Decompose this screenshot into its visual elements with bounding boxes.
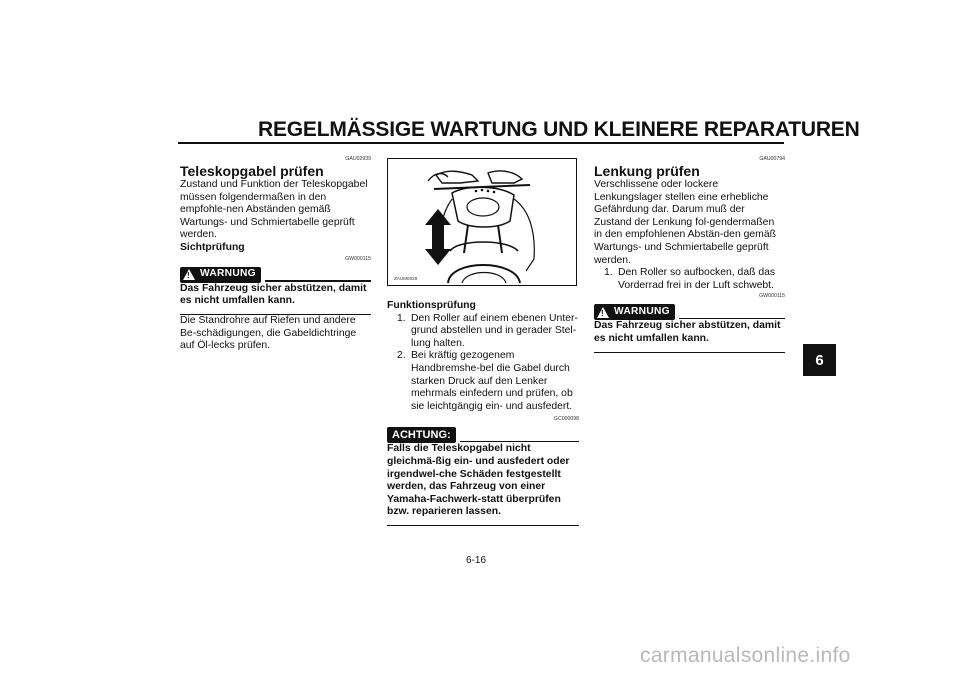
double-arrow-icon [425,209,451,265]
warning-triangle-icon: ! [183,269,195,280]
warning-rule [679,318,785,320]
steps-list [594,267,785,292]
warning-text: Das Fahrzeug sicher abstützen, damit es nicht umfallen kann. [180,282,367,307]
caution-text: Falls die Teleskopgabel nicht gleichmä-ßig ein- und ausfedert oder irgendwel-che Schäden festgestellt werden, das Fahrzeug von einer Yamaha-Fachwerk-statt überprüfen bzw. reparieren lassen. [387,443,570,518]
warning-code: GW000115 [345,255,371,262]
watermark: carmanualsonline.info [640,644,851,667]
scooter-fork-illustration [388,159,575,284]
caution-rule [460,441,579,443]
warning-triangle-icon: ! [597,307,609,318]
figure-code: ZAUM0029 [394,276,418,281]
warning-badge [180,267,261,283]
step-text: Den Roller so aufbocken, daß das Vorderrad frei in der Luft schwebt. [618,267,776,291]
warning-label: WARNUNG [200,268,256,280]
warning-label: WARNUNG [614,306,670,318]
middle-column [387,300,579,526]
subheading: Sichtprüfung [180,241,245,253]
list-item [594,267,785,292]
list-item [387,350,579,413]
header-rule [178,142,784,144]
subheading: Funktionsprüfung [387,300,476,311]
left-column [180,156,371,353]
section-title: Lenkung prüfen [594,163,700,179]
warning-end-rule [594,352,785,354]
page-header-title: REGELMÄSSIGE WARTUNG UND KLEINERE REPARATUREN [258,118,860,141]
body-text: Die Standrohre auf Riefen und andere Be-schädigungen, die Gabeldichtringe auf Öl-lecks prüfen. [180,315,357,352]
warning-text: Das Fahrzeug sicher abstützen, damit es nicht umfallen kann. [594,320,781,344]
list-item [387,313,579,351]
warning-badge [594,304,675,320]
step-number: 1. [397,312,406,324]
caution-header [387,425,579,443]
warning-header [594,302,785,320]
right-column [594,156,785,353]
step-number: 2. [397,350,406,362]
page-number: 6-16 [466,555,487,566]
warning-rule [265,280,371,282]
section-code: GAU00794 [759,156,785,162]
warning-header [180,265,371,283]
chapter-tab[interactable]: 6 [803,344,836,376]
section-intro: Zustand und Funktion der Teleskopgabel müssen folgendermaßen in den empfohle-nen Abständen gemäß Wartungs- und Schmiertabelle geprüft werden. [180,179,368,241]
caution-code: GC000098 [553,416,579,423]
step-number: 1. [604,267,613,279]
step-text: Den Roller auf einem ebenen Unter-grund abstellen und in gerader Stel-lung halten. [411,312,578,349]
warning-code: GW000115 [759,293,785,300]
scooter-figure [387,158,577,286]
section-intro: Verschlissene oder lockere Lenkungslager stellen eine erhebliche Gefährdung dar. Darum muß der Zustand der Lenkung fol-gendermaßen in den empfohlenen Abstän-den gemäß Wartungs- und Schmiertabelle geprüft werden. [594,179,776,266]
caution-badge: ACHTUNG: [387,427,456,443]
section-title: Teleskopgabel prüfen [180,163,324,179]
step-text: Bei kräftig gezogenem Handbremshe-bel die Gabel durch starken Druck auf den Lenker mehrmals einfedern und prüfen, ob sie leichtgängig ein- und ausfedert. [411,350,573,412]
caution-end-rule [387,525,579,527]
steps-list [387,313,579,414]
section-code: GAU02939 [345,156,371,162]
